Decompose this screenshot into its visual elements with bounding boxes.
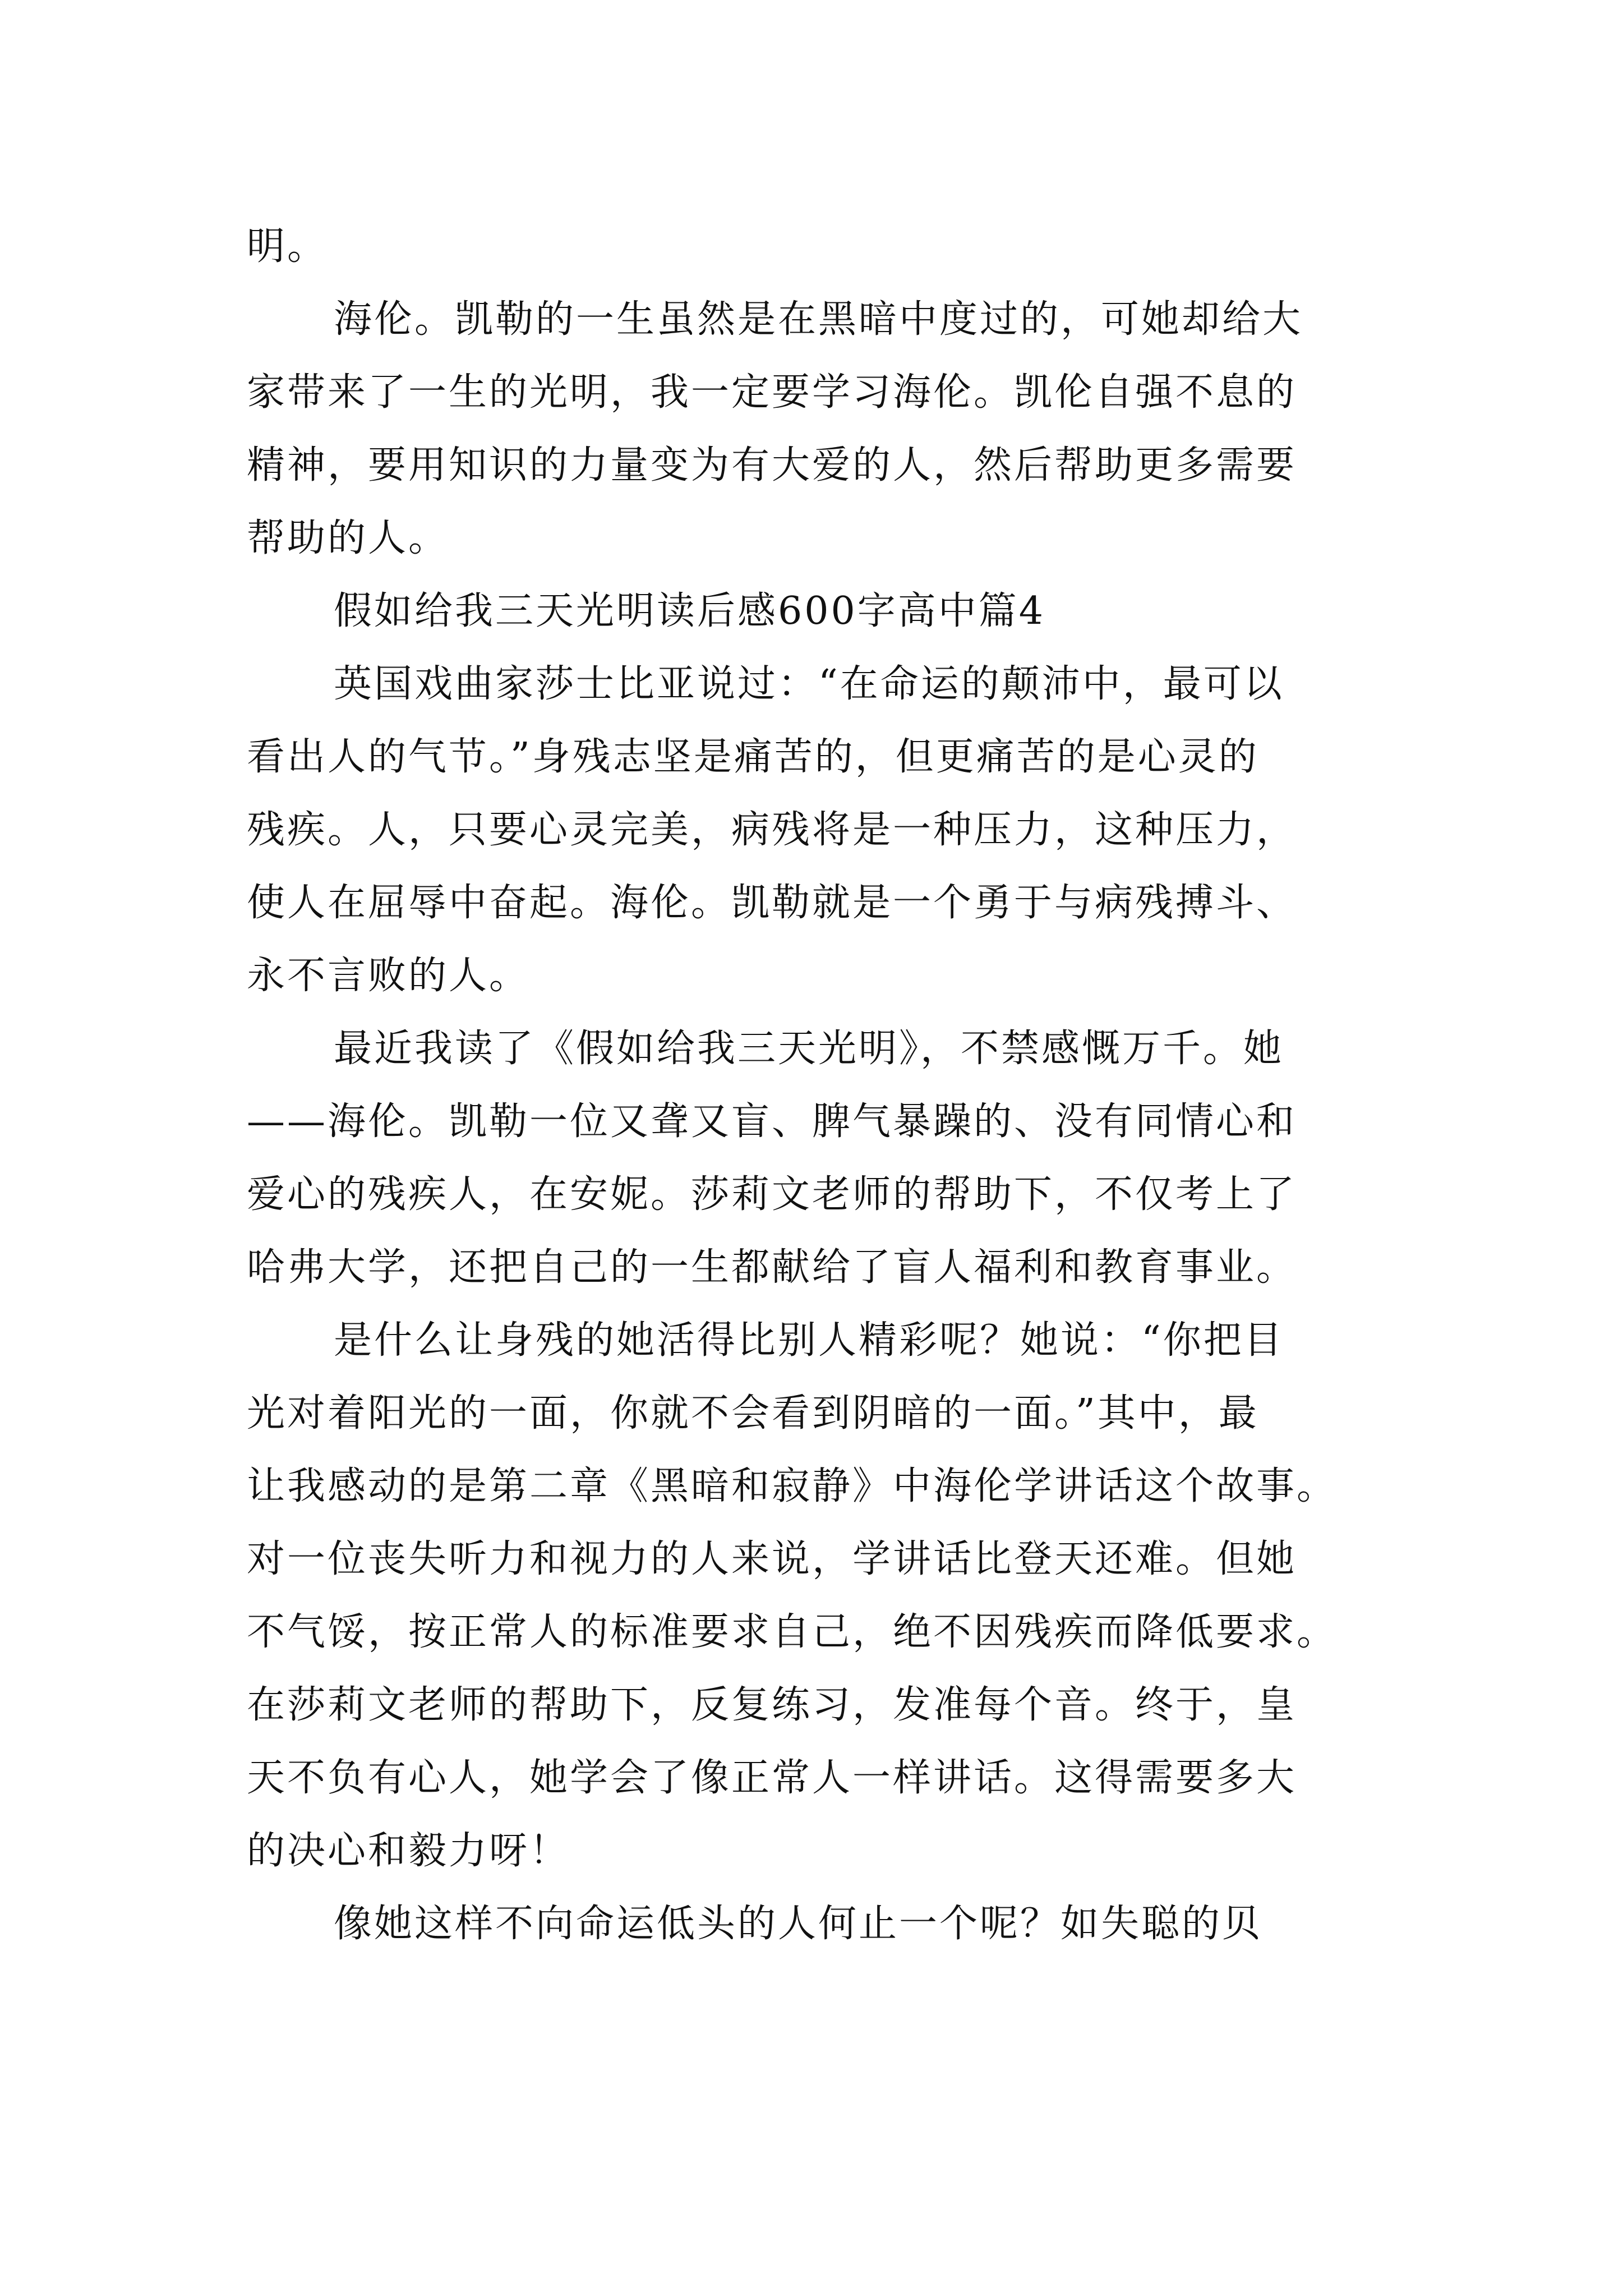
text-line: 永不言败的人。 [247, 954, 530, 998]
text-line: 对一位丧失听力和视力的人来说，学讲话比登天还难。但她 [247, 1537, 1297, 1581]
text-line: 使人在屈辱中奋起。海伦。凯勒就是一个勇于与病残搏斗、 [247, 881, 1297, 925]
text-line: ——海伦。凯勒一位又聋又盲、脾气暴躁的、没有同情心和 [247, 1099, 1297, 1144]
text-line: 光对着阳光的一面，你就不会看到阴暗的一面。”其中，最 [247, 1391, 1259, 1435]
text-line: 残疾。人，只要心灵完美，病残将是一种压力，这种压力， [247, 808, 1297, 852]
text-line: 哈弗大学，还把自己的一生都献给了盲人福利和教育事业。 [247, 1245, 1297, 1290]
paragraph-4 [247, 648, 1391, 1013]
text-line: 让我感动的是第二章《黑暗和寂静》中海伦学讲话这个故事。 [247, 1464, 1338, 1508]
text-line: 是什么让身残的她活得比别人精彩呢？她说：“你把目 [334, 1318, 1284, 1363]
paragraph-2 [247, 283, 1391, 575]
document-body [247, 210, 1391, 1961]
text-line: 像她这样不向命运低头的人何止一个呢？如失聪的贝 [334, 1902, 1263, 1946]
text-line: 明。 [247, 224, 328, 269]
paragraph-5 [247, 1013, 1391, 1304]
paragraph-1 [247, 210, 1391, 283]
text-line: 看出人的气节。”身残志坚是痛苦的，但更痛苦的是心灵的 [247, 735, 1259, 779]
text-line: 不气馁，按正常人的标准要求自己，绝不因残疾而降低要求。 [247, 1610, 1338, 1654]
text-line: 精神，要用知识的力量变为有大爱的人，然后帮助更多需要 [247, 443, 1297, 487]
paragraph-7 [247, 1888, 1391, 1961]
text-line: 在莎莉文老师的帮助下，反复练习，发准每个音。终于，皇 [247, 1683, 1297, 1727]
section-heading [247, 575, 1391, 648]
text-line: 最近我读了《假如给我三天光明》，不禁感慨万千。她 [334, 1027, 1284, 1071]
text-line: 家带来了一生的光明，我一定要学习海伦。凯伦自强不息的 [247, 370, 1297, 415]
text-line: 英国戏曲家莎士比亚说过：“在命运的颠沛中，最可以 [334, 662, 1284, 706]
text-line: 海伦。凯勒的一生虽然是在黑暗中度过的，可她却给大 [334, 297, 1303, 342]
text-line: 帮助的人。 [247, 516, 449, 560]
text-line: 的决心和毅力呀！ [247, 1829, 570, 1873]
text-line: 天不负有心人，她学会了像正常人一样讲话。这得需要多大 [247, 1756, 1297, 1800]
heading-line: 假如给我三天光明读后感600字高中篇4 [334, 589, 1046, 633]
text-line: 爱心的残疾人，在安妮。莎莉文老师的帮助下，不仅考上了 [247, 1172, 1297, 1217]
paragraph-6 [247, 1304, 1391, 1888]
